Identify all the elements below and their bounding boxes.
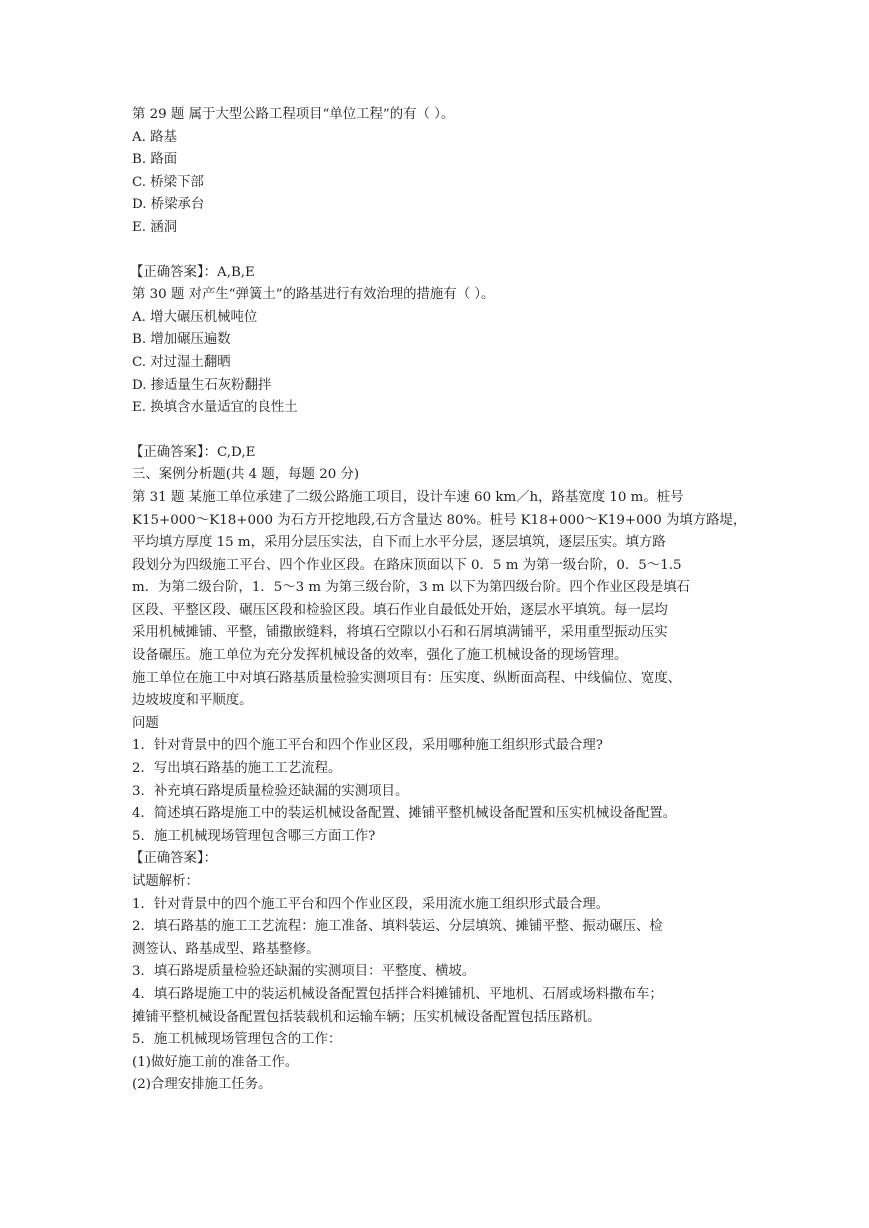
q31-analysis-line: (2)合理安排施工任务。 [132,1077,272,1093]
q31-question-1: 1．针对背景中的四个施工平台和四个作业区段，采用哪种施工组织形式最合理? [132,738,603,754]
q31-background-line: 平均填方厚度 15 m，采用分层压实法，自下而上水平分层，逐层填筑，逐层压实。填方路 [132,535,666,551]
q31-background-line: 施工单位在施工中对填石路基质量检验实测项目有：压实度、纵断面高程、中线偏位、宽度、 [132,670,682,686]
q31-answer-label: 【正确答案】： [130,851,218,867]
q30-answer: 【正确答案】：C,D,E [130,444,256,460]
section-heading: 三、案例分析题(共 4 题，每题 20 分) [132,467,360,483]
q30-option-e: E. 换填含水量适宜的良性土 [132,400,298,416]
q31-background-line: 边坡坡度和平顺度。 [132,693,253,709]
q31-analysis-line: 3．填石路堤质量检验还缺漏的实测项目：平整度、横坡。 [132,964,476,980]
q29-stem: 第 29 题 属于大型公路工程项目“单位工程”的有（ ）。 [132,107,455,122]
q30-option-d: D. 掺适量生石灰粉翻拌 [132,377,272,393]
q31-questions-label: 问题 [132,715,159,731]
q31-background-line: 段划分为四级施工平台、四个作业区段。在路床顶面以下 0．5 m 为第一级台阶，0．5～1.5 [132,557,682,573]
q31-analysis-line: 2．填石路基的施工工艺流程：施工准备、填料装运、分层填筑、摊铺平整、振动碾压、检 [132,919,663,935]
q31-background-line: K15+000～K18+000 为石方开挖地段,石方含量达 80%。桩号 K18+000～K19+000 为填方路堤， [132,512,747,528]
spacer [132,240,742,262]
q29-option-e: E. 涵洞 [132,219,178,235]
q30-option-b: B. 增加碾压遍数 [132,332,231,348]
q31-background-line: 设备碾压。施工单位为充分发挥机械设备的效率，强化了施工机械设备的现场管理。 [132,648,628,664]
q31-analysis-line: 摊铺平整机械设备配置包括装载机和运输车辆；压实机械设备配置包括压路机。 [132,1009,601,1025]
q31-analysis-line: 4．填石路堤施工中的装运机械设备配置包括拌合料摊铺机、平地机、石屑或场料撒布车； [132,986,663,1002]
q31-background-line: m．为第二级台阶，1．5～3 m 为第三级台阶，3 m 以下为第四级台阶。四个作业区段是填石 [132,580,690,596]
q29-option-a: A. 路基 [132,129,177,145]
spacer [132,420,742,442]
q31-question-4: 4．简述填石路堤施工中的装运机械设备配置、摊铺平整机械设备配置和压实机械设备配置。 [132,806,677,822]
q31-question-3: 3．补充填石路堤质量检验还缺漏的实测项目。 [132,783,409,799]
q31-analysis-line: 1．针对背景中的四个施工平台和四个作业区段，采用流水施工组织形式最合理。 [132,896,610,912]
q31-analysis-line: (1)做好施工前的准备工作。 [132,1054,299,1070]
q31-analysis-line: 测签认、路基成型、路基整修。 [132,941,320,957]
q30-option-a: A. 增大碾压机械吨位 [132,309,258,325]
q31-background-line: 第 31 题 某施工单位承建了二级公路施工项目，设计车速 60 km／h，路基宽度 10 m。桩号 [132,489,684,505]
q29-option-c: C. 桥梁下部 [132,174,204,190]
q31-analysis-line: 5．施工机械现场管理包含的工作： [132,1032,342,1048]
q31-question-2: 2．写出填石路基的施工工艺流程。 [132,761,342,777]
document-page [130,104,747,1097]
q29-answer: 【正确答案】：A,B,E [130,264,255,280]
q30-stem: 第 30 题 对产生“弹簧土”的路基进行有效治理的措施有（ ）。 [132,287,495,303]
q31-background-line: 区段、平整区段、碾压区段和检验区段。填石作业自最低处开始，逐层水平填筑。每一层均 [132,602,668,618]
q31-background-line: 采用机械摊铺、平整，铺撒嵌缝料，将填石空隙以小石和石屑填满铺平，采用重型振动压实 [132,625,668,641]
q29-option-d: D. 桥梁承台 [132,197,205,213]
q29-option-b: B. 路面 [132,152,178,168]
q31-question-5: 5．施工机械现场管理包含哪三方面工作? [132,828,376,844]
q31-analysis-label: 试题解析： [132,874,199,889]
q30-option-c: C. 对过湿土翻晒 [132,354,231,370]
